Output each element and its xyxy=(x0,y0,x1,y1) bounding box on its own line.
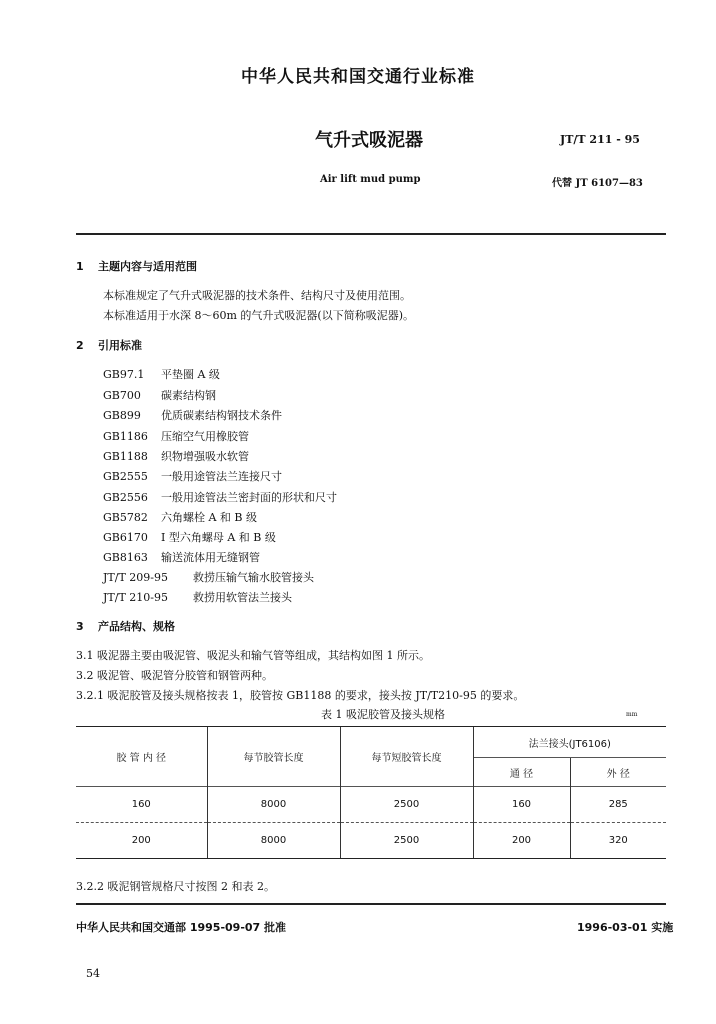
header-rule xyxy=(76,233,666,235)
spec-table xyxy=(76,726,666,859)
cell-short: 2500 xyxy=(340,823,473,859)
reference-item xyxy=(103,589,292,605)
reference-item xyxy=(103,428,249,444)
standard-title: 气升式吸泥器 xyxy=(315,130,423,151)
reference-code: GB2555 xyxy=(103,470,148,483)
reference-name: 救捞用软管法兰接头 xyxy=(193,591,292,604)
table-caption: 表 1 吸泥胶管及接头规格 xyxy=(321,708,445,721)
reference-item xyxy=(103,569,314,585)
reference-code: GB5782 xyxy=(103,511,148,524)
section-2-title: 引用标准 xyxy=(98,339,142,352)
implementation-note: 1996-03-01 实施 xyxy=(577,921,674,934)
cell-bore: 160 xyxy=(473,787,570,823)
reference-name: I 型六角螺母 A 和 B 级 xyxy=(161,531,276,544)
header-outer: 外 径 xyxy=(570,758,666,787)
reference-code: GB6170 xyxy=(103,531,148,544)
section-1-title: 主题内容与适用范围 xyxy=(98,260,197,273)
reference-code: GB8163 xyxy=(103,551,148,564)
approval-note: 中华人民共和国交通部 1995-09-07 批准 xyxy=(76,921,287,934)
section-3-title: 产品结构、规格 xyxy=(98,620,175,633)
cell-bore: 200 xyxy=(473,823,570,859)
section-2-heading xyxy=(76,337,142,353)
reference-code: GB1186 xyxy=(103,430,148,443)
footer-rule xyxy=(76,903,666,905)
cell-length: 8000 xyxy=(207,823,340,859)
clause-3-2-1: 3.2.1 吸泥胶管及接头规格按表 1，胶管按 GB1188 的要求，接头按 JT/T210-95 的要求。 xyxy=(76,689,525,702)
header-flange-group: 法兰接头(JT6106) xyxy=(473,727,666,758)
cell-outer: 320 xyxy=(570,823,666,859)
standard-code: JT/T 211 - 95 xyxy=(560,133,640,146)
reference-code: JT/T 209-95 xyxy=(103,571,168,584)
reference-item xyxy=(103,366,220,382)
header-length-per-short: 每节短胶管长度 xyxy=(340,727,473,787)
reference-name: 织物增强吸水软管 xyxy=(161,450,249,463)
reference-item xyxy=(103,489,337,505)
org-title: 中华人民共和国交通行业标准 xyxy=(241,67,475,87)
reference-item xyxy=(103,387,216,403)
replaces-note: 代替 JT 6107—83 xyxy=(552,178,643,189)
reference-item xyxy=(103,549,260,565)
clause-3-2: 3.2 吸泥管、吸泥管分胶管和钢管两种。 xyxy=(76,669,273,682)
reference-name: 一般用途管法兰密封面的形状和尺寸 xyxy=(161,491,337,504)
reference-name: 碳素结构钢 xyxy=(161,389,216,402)
reference-name: 六角螺栓 A 和 B 级 xyxy=(161,511,258,524)
reference-item xyxy=(103,529,276,545)
page-number: 54 xyxy=(86,967,100,980)
reference-code: GB899 xyxy=(103,409,141,422)
section-1-heading xyxy=(76,258,197,274)
reference-name: 救捞压输气输水胶管接头 xyxy=(193,571,314,584)
reference-name: 平垫圈 A 级 xyxy=(161,368,220,381)
cell-inner: 200 xyxy=(76,823,207,859)
reference-name: 优质碳素结构钢技术条件 xyxy=(161,409,282,422)
section-2-number: 2 xyxy=(76,339,84,352)
header-length-per-section: 每节胶管长度 xyxy=(207,727,340,787)
reference-name: 一般用途管法兰连接尺寸 xyxy=(161,470,282,483)
section-1-number: 1 xyxy=(76,260,84,273)
section-1-paragraph-2: 本标准适用于水深 8～60m 的气升式吸泥器(以下简称吸泥器)。 xyxy=(103,309,415,322)
cell-short: 2500 xyxy=(340,787,473,823)
reference-code: GB700 xyxy=(103,389,141,402)
reference-code: GB2556 xyxy=(103,491,148,504)
section-3-heading xyxy=(76,618,175,634)
reference-item xyxy=(103,448,249,464)
cell-outer: 285 xyxy=(570,787,666,823)
english-title: Air lift mud pump xyxy=(320,174,421,185)
clause-3-1: 3.1 吸泥器主要由吸泥管、吸泥头和输气管等组成，其结构如图 1 所示。 xyxy=(76,649,430,662)
clause-3-2-2: 3.2.2 吸泥钢管规格尺寸按图 2 和表 2。 xyxy=(76,880,275,893)
section-3-number: 3 xyxy=(76,620,84,633)
reference-name: 压缩空气用橡胶管 xyxy=(161,430,249,443)
header-bore: 通 径 xyxy=(473,758,570,787)
reference-name: 输送流体用无缝钢管 xyxy=(161,551,260,564)
reference-item xyxy=(103,407,282,423)
cell-inner: 160 xyxy=(76,787,207,823)
cell-length: 8000 xyxy=(207,787,340,823)
table-unit: mm xyxy=(626,711,638,718)
table-row xyxy=(76,787,666,823)
header-inner-diameter: 胶 管 内 径 xyxy=(76,727,207,787)
reference-code: GB1188 xyxy=(103,450,148,463)
section-1-paragraph-1: 本标准规定了气升式吸泥器的技术条件、结构尺寸及使用范围。 xyxy=(103,289,411,302)
reference-code: JT/T 210-95 xyxy=(103,591,168,604)
reference-item xyxy=(103,468,282,484)
table-row xyxy=(76,823,666,859)
reference-code: GB97.1 xyxy=(103,368,145,381)
reference-item xyxy=(103,509,257,525)
